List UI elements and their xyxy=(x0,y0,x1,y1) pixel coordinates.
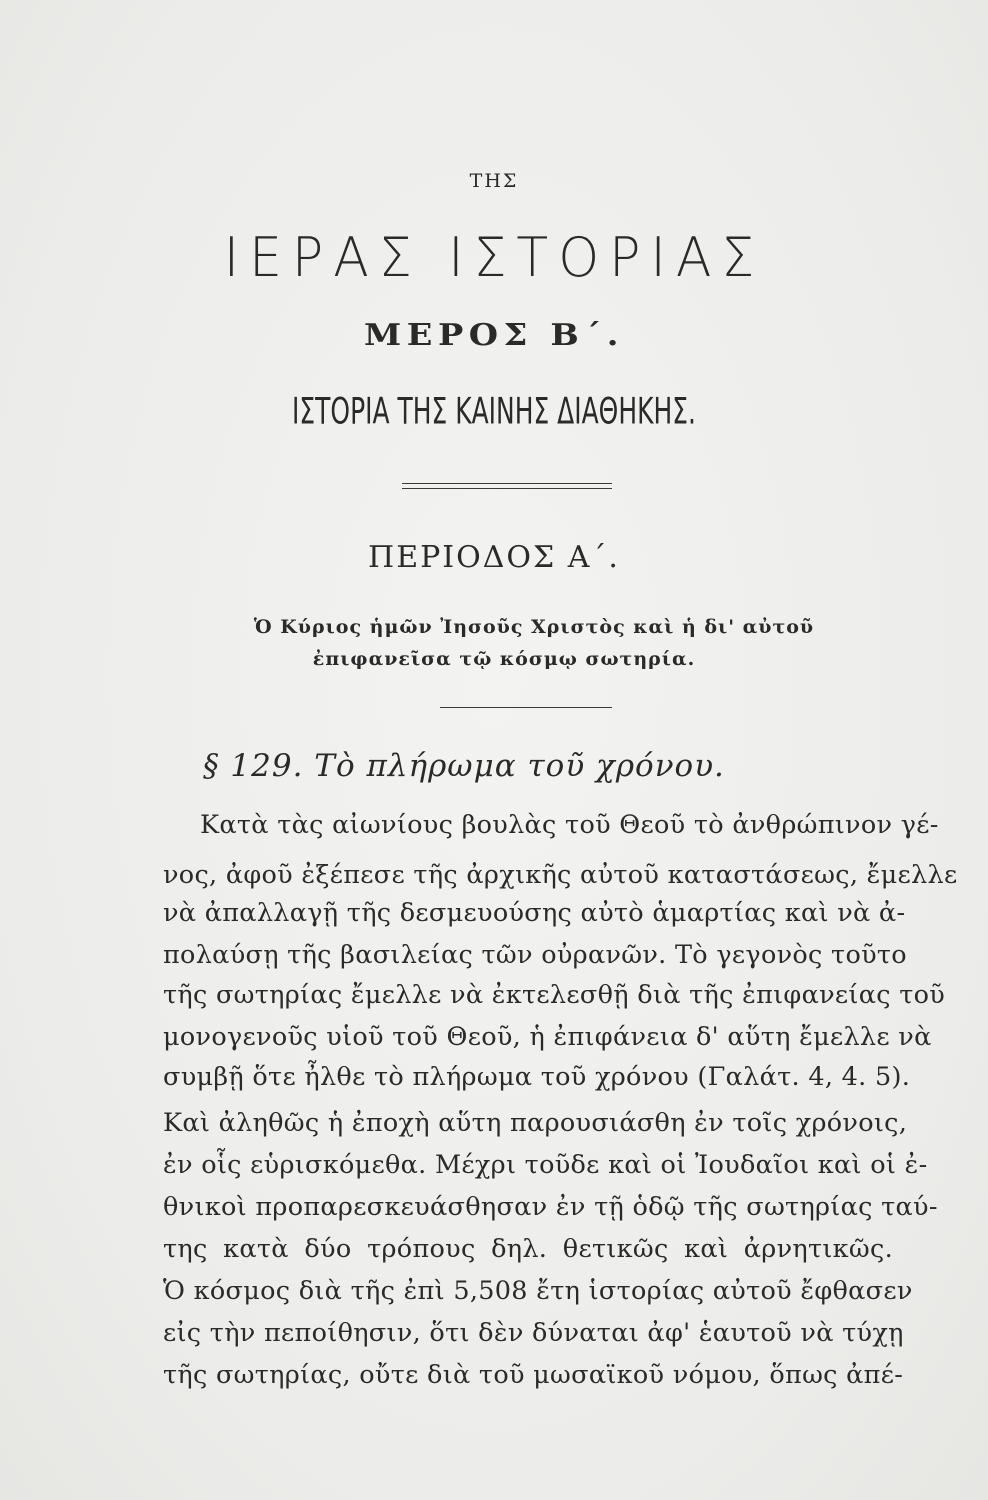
section-heading: § 129. Τὸ πλήρωμα τοῦ χρόνου. xyxy=(203,748,725,784)
paragraph-line: εἰς τὴν πεποίθησιν, ὅτι δὲν δύναται ἀφ' ἑαυτοῦ νὰ τύχῃ xyxy=(163,1318,904,1348)
period-description-line: Ὁ Κύριος ἡμῶν Ἰησοῦς Χριστὸς καὶ ἡ δι' αὐτοῦ xyxy=(253,616,815,638)
part-subtitle: ΙΣΤΟΡΙΑ ΤΗΣ ΚΑΙΝΗΣ ΔΙΑΘΗΚΗΣ. xyxy=(292,389,696,433)
period-heading: ΠΕΡΙΟΔΟΣ Α΄. xyxy=(368,540,620,575)
divider-rule-top xyxy=(402,483,612,484)
book-title: ΙΕΡΑΣ ΙΣΤΟΡΙΑΣ xyxy=(223,226,765,290)
paragraph-line: νὰ ἀπαλλαγῇ τῆς δεσμευούσης αὐτὸ ἁμαρτίας καὶ νὰ ἀ- xyxy=(163,898,906,928)
paragraph-line: νος, ἀφοῦ ἐξέπεσε τῆς ἀρχικῆς αὐτοῦ καταστάσεως, ἔμελλε xyxy=(163,860,958,890)
paragraph-line: τῆς σωτηρίας ἔμελλε νὰ ἐκτελεσθῇ διὰ τῆς ἐπιφανείας τοῦ xyxy=(163,980,946,1010)
paragraph-line: ἐν οἷς εὑρισκόμεθα. Μέχρι τοῦδε καὶ οἱ Ἰουδαῖοι καὶ οἱ ἐ- xyxy=(163,1150,928,1180)
paragraph-line: Ὁ κόσμος διὰ τῆς ἐπὶ 5,508 ἔτη ἱστορίας αὐτοῦ ἔφθασεν xyxy=(163,1276,913,1306)
part-heading: ΜΕΡΟΣ Β΄. xyxy=(363,318,625,353)
paragraph-line: συμβῇ ὅτε ἦλθε τὸ πλήρωμα τοῦ χρόνου (Γαλάτ. 4, 4. 5). xyxy=(163,1062,911,1092)
paragraph-line: πολαύσῃ τῆς βασιλείας τῶν οὐρανῶν. Τὸ γεγονὸς τοῦτο xyxy=(163,940,907,970)
divider-rule-middle xyxy=(440,707,612,708)
paragraph-line: Καὶ ἀληθῶς ἡ ἐποχὴ αὕτη παρουσιάσθη ἐν τοῖς χρόνοις, xyxy=(163,1108,908,1138)
paragraph-line: Κατὰ τὰς αἰωνίους βουλὰς τοῦ Θεοῦ τὸ ἀνθρώπινον γέ- xyxy=(200,810,939,840)
divider-rule-top-2 xyxy=(402,488,612,489)
paragraph-line: της κατὰ δύο τρόπους δηλ. θετικῶς καὶ ἀρνητικῶς. xyxy=(163,1234,893,1264)
paragraph-line: μονογενοῦς υἱοῦ τοῦ Θεοῦ, ἡ ἐπιφάνεια δ' αὕτη ἔμελλε νὰ xyxy=(163,1022,932,1052)
paragraph-line: τῆς σωτηρίας, οὔτε διὰ τοῦ μωσαϊκοῦ νόμου, ὅπως ἀπέ- xyxy=(163,1360,904,1390)
title-kicker: ΤΗΣ xyxy=(469,170,519,192)
period-description-line: ἐπιφανεῖσα τῷ κόσμῳ σωτηρία. xyxy=(312,648,696,670)
paragraph-line: θνικοὶ προπαρεσκευάσθησαν ἐν τῇ ὁδῷ τῆς σωτηρίας ταύ- xyxy=(163,1192,938,1222)
